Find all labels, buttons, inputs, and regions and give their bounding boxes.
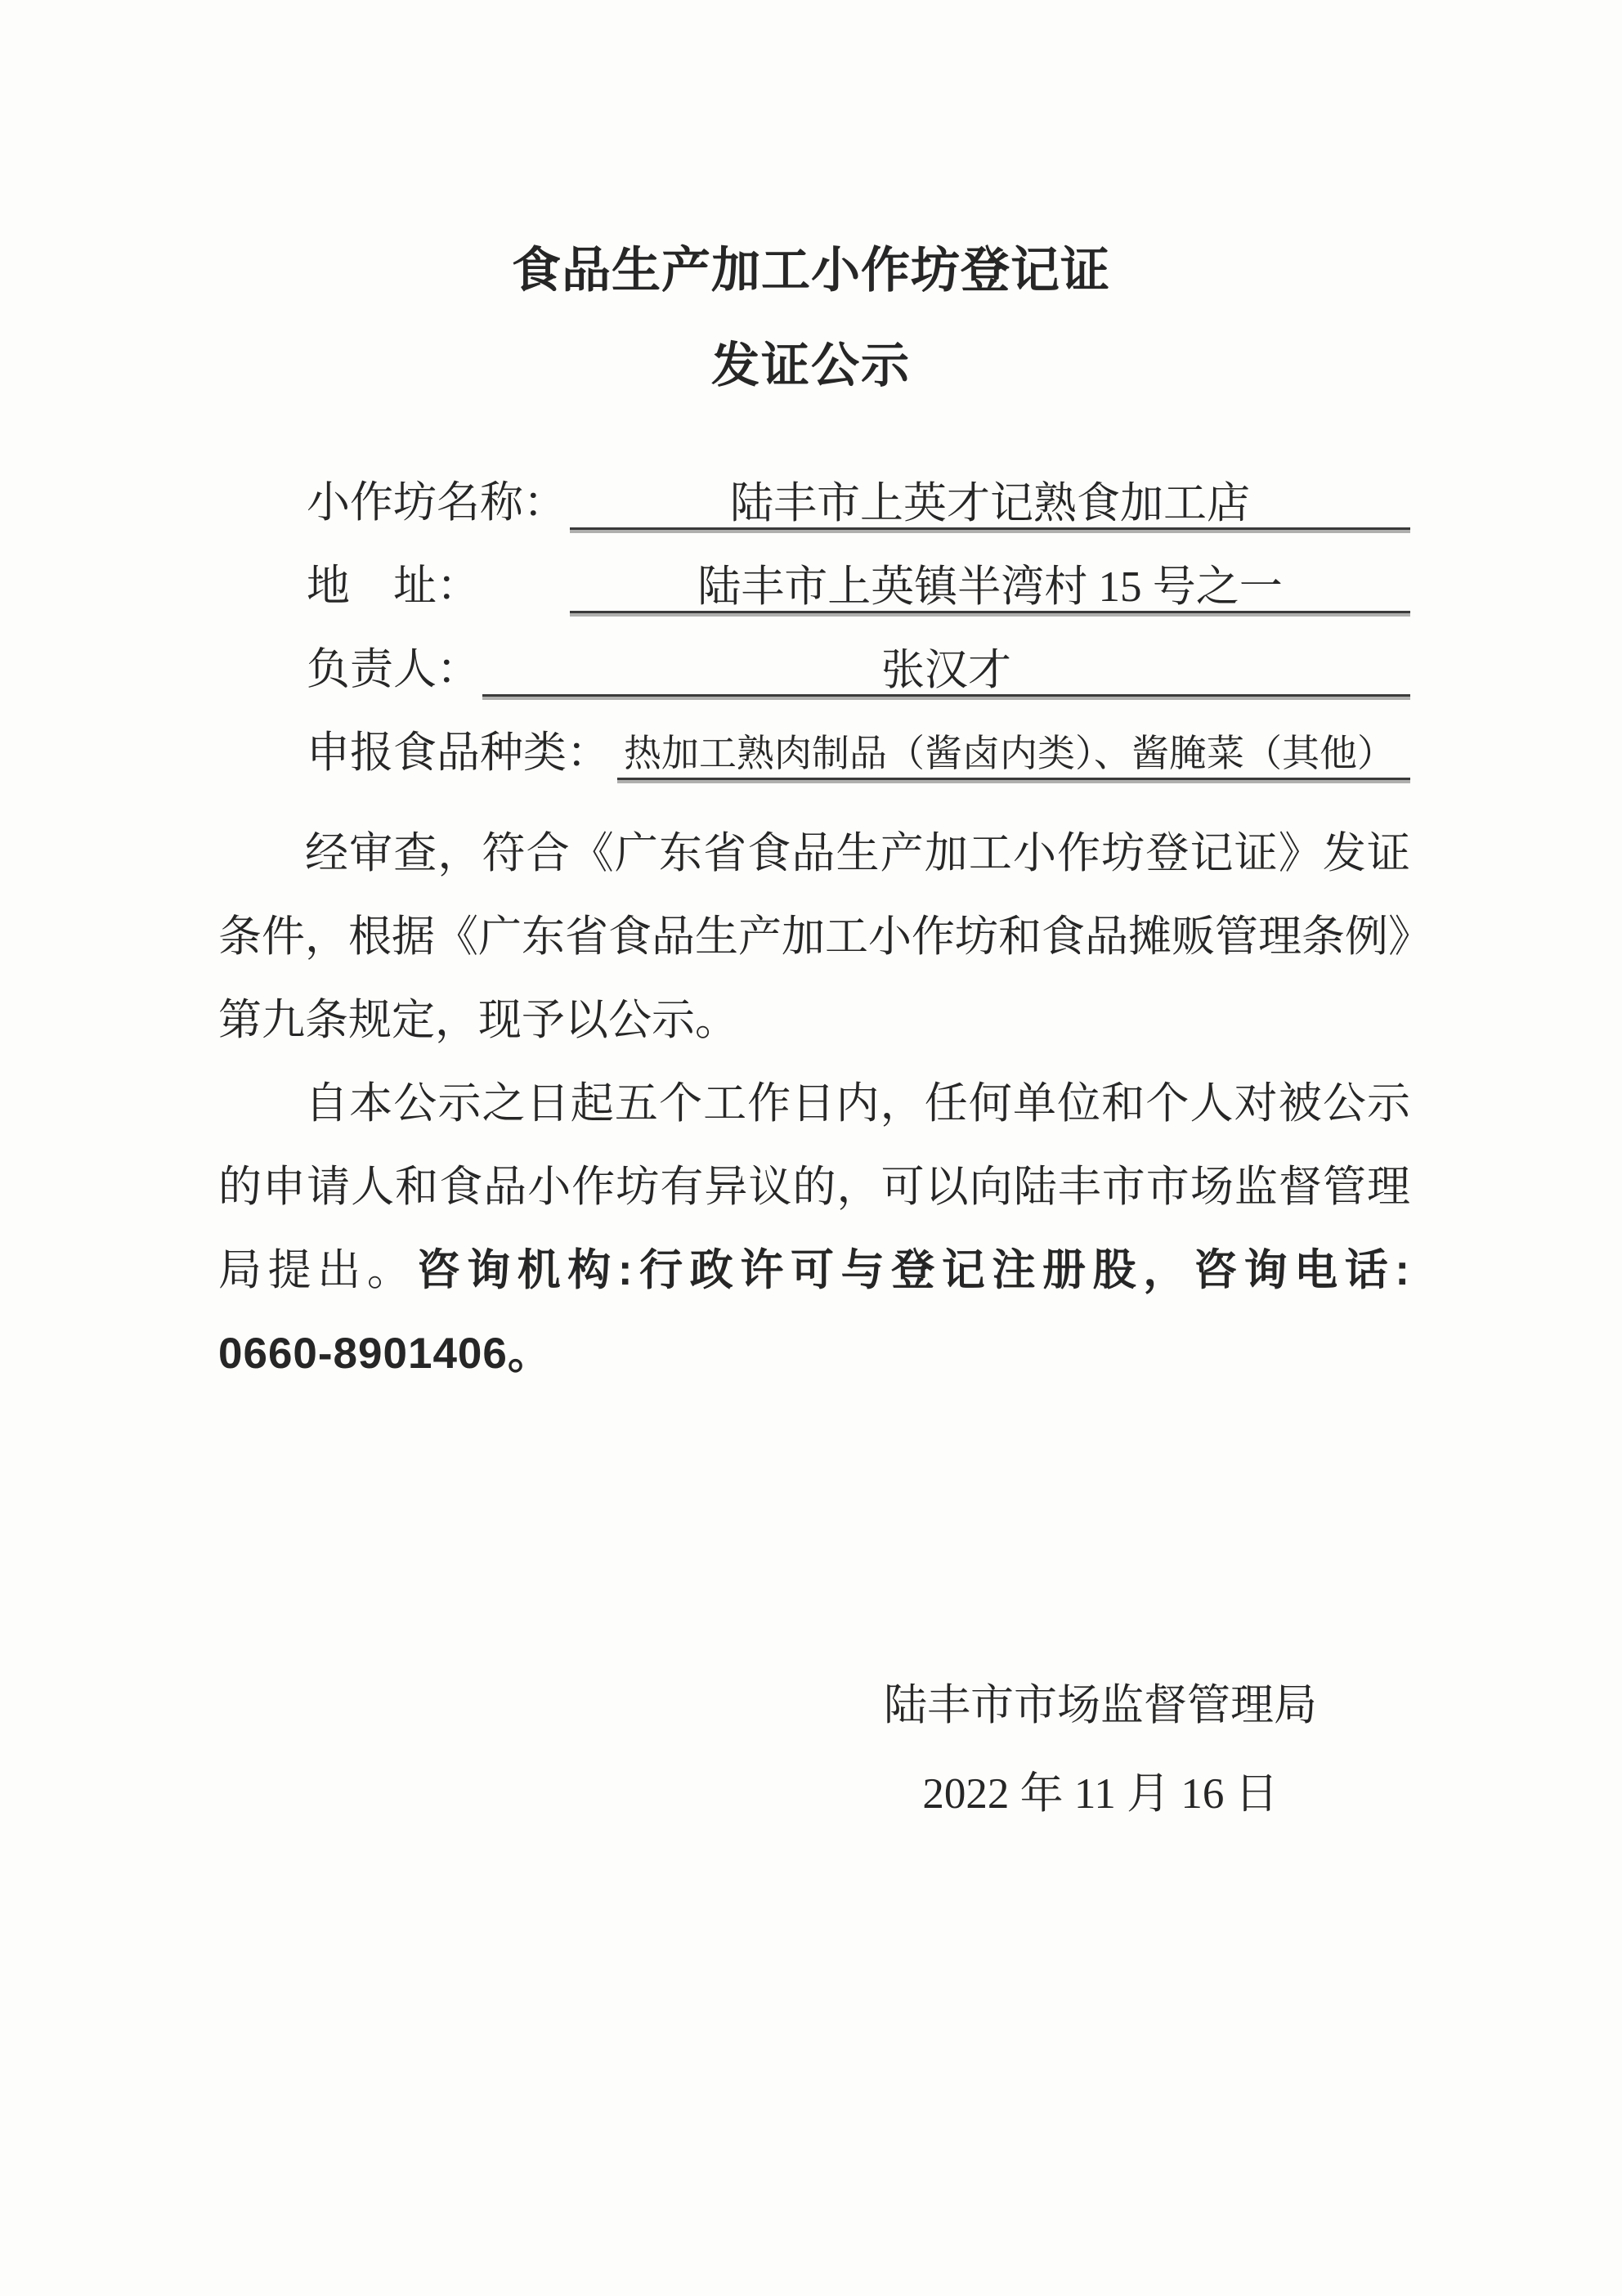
paragraph-objection	[218, 1062, 1410, 1396]
objection-line-2: 的申请人和食品小作坊有异议的，可以向陆丰市市场监督管理	[218, 1164, 1410, 1211]
review-line-2: 条件，根据《广东省食品生产加工小作坊和食品摊贩管理条例》	[218, 913, 1432, 961]
signature-organization: 陆丰市市场监督管理局	[884, 1682, 1317, 1729]
document-title: 食品生产加工小作坊登记证	[512, 243, 1110, 298]
objection-line-1: 自本公示之日起五个工作日内，任何单位和个人对被公示	[305, 1080, 1410, 1128]
paragraph-review	[218, 812, 1432, 1062]
field-row-workshop-name	[218, 478, 1410, 562]
document-subtitle: 发证公示	[710, 339, 911, 392]
field-row-person-in-charge	[218, 645, 1410, 729]
field-row-food-categories	[218, 729, 1410, 812]
objection-line-3-normal: 局提出。	[218, 1247, 417, 1294]
consult-department-bold: 咨询机构:行政许可与登记注册股，咨询电话:	[416, 1246, 1410, 1294]
objection-line-3	[218, 1229, 1410, 1312]
field-row-address	[218, 562, 1410, 645]
person-in-charge-value: 张汉才	[482, 645, 1410, 697]
address-label: 地 址：	[307, 563, 480, 610]
document-body	[218, 478, 1432, 1396]
food-categories-value: 热加工熟肉制品（酱卤内类）、酱腌菜（其他）	[617, 729, 1410, 780]
address-value: 陆丰市上英镇半湾村 15 号之一	[570, 562, 1410, 613]
phone-number: 0660-8901406。	[218, 1330, 552, 1378]
workshop-name-value: 陆丰市上英才记熟食加工店	[570, 478, 1410, 530]
signature-date: 2022 年 11 月 16 日	[922, 1770, 1279, 1818]
objection-line-4	[218, 1312, 1410, 1396]
signature-block	[884, 1661, 1317, 1838]
person-in-charge-label: 负责人：	[307, 646, 480, 693]
review-line-1: 经审查，符合《广东省食品生产加工小作坊登记证》发证	[305, 830, 1410, 877]
review-line-3: 第九条规定，现予以公示。	[218, 997, 738, 1044]
workshop-name-label: 小作坊名称：	[307, 479, 567, 527]
food-categories-label: 申报食品种类：	[307, 729, 610, 777]
